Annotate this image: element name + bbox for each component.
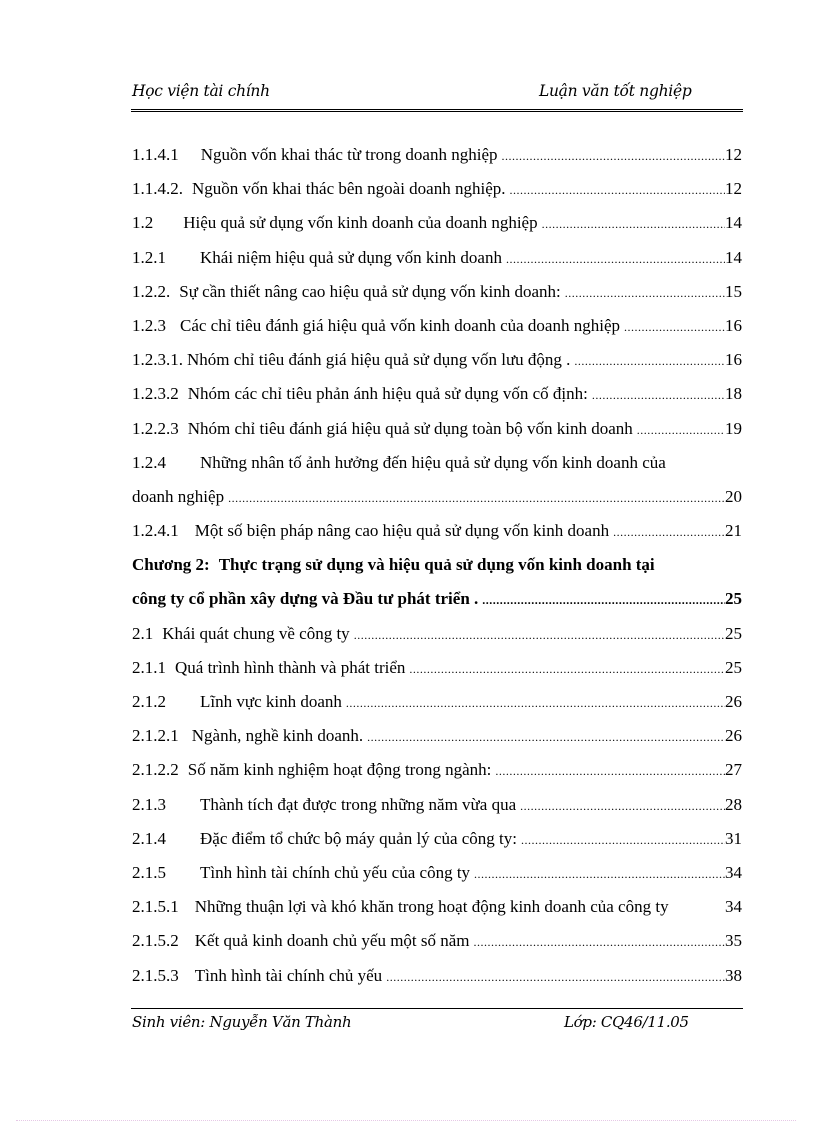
toc-entry-number: 1.2 bbox=[132, 213, 154, 233]
toc-entry-page-number: 16 bbox=[725, 315, 742, 335]
toc-entry-page-number: 15 bbox=[725, 281, 742, 301]
toc-entry-number: 1.2.1 bbox=[132, 247, 166, 267]
toc-entry-number: 2.1.2 bbox=[132, 692, 166, 711]
toc-entry-number: 1.2.2.3 bbox=[132, 418, 179, 438]
toc-dot-leader bbox=[354, 620, 725, 650]
toc-entry-number: 1.2.4.1 bbox=[132, 521, 179, 541]
toc-entry-number: 2.1 bbox=[132, 623, 154, 643]
toc-entry-title: công ty cổ phần xây dựng và Đầu tư phát triển . bbox=[132, 589, 479, 609]
toc-entry-title: Số năm kinh nghiệm hoạt động trong ngành: bbox=[187, 760, 492, 780]
toc-entry-number: 1.1.4.1 bbox=[132, 145, 179, 164]
toc-dot-leader bbox=[482, 585, 725, 615]
toc-entry[interactable] bbox=[132, 414, 742, 448]
toc-entry-title: Quá trình hình thành và phát triển bbox=[175, 657, 406, 677]
header-document-type: Luận văn tốt nghiệp bbox=[539, 82, 692, 100]
toc-entry-page-number: 19 bbox=[725, 418, 742, 438]
toc-entry-title: Nhóm chỉ tiêu đánh giá hiệu quả sử dụng toàn bộ vốn kinh doanh bbox=[187, 418, 633, 438]
toc-dot-leader bbox=[228, 483, 725, 513]
toc-entry-title: Những thuận lợi và khó khăn trong hoạt động kinh doanh của công ty bbox=[194, 897, 669, 917]
toc-dot-leader bbox=[565, 278, 725, 308]
toc-dot-leader bbox=[506, 244, 725, 274]
toc-entry[interactable] bbox=[132, 858, 742, 892]
toc-entry[interactable] bbox=[132, 892, 742, 926]
toc-entry-page-number: 20 bbox=[725, 486, 742, 506]
toc-entry-number: 2.1.3 bbox=[132, 794, 166, 814]
toc-dot-leader bbox=[521, 825, 725, 855]
toc-entry-page-number: 14 bbox=[725, 213, 742, 233]
toc-entry-page-number: 34 bbox=[725, 897, 742, 917]
toc-dot-leader bbox=[386, 962, 725, 992]
toc-entry[interactable] bbox=[132, 277, 742, 311]
toc-dot-leader bbox=[367, 722, 725, 752]
toc-entry[interactable] bbox=[132, 653, 742, 687]
toc-entry-page-number: 21 bbox=[725, 521, 742, 541]
toc-entry-number: 1.1.4.2. bbox=[132, 179, 183, 199]
toc-entry-title: Một số biện pháp nâng cao hiệu quả sử dụng vốn kinh doanh bbox=[194, 521, 610, 541]
toc-entry[interactable] bbox=[132, 140, 742, 174]
toc-entry[interactable] bbox=[132, 345, 742, 379]
toc-entry-page-number: 38 bbox=[725, 965, 742, 985]
toc-entry-title: Nguồn vốn khai thác bên ngoài doanh nghiệp. bbox=[192, 179, 506, 199]
toc-entry-title: Kết quả kinh doanh chủ yếu một số năm bbox=[194, 931, 470, 951]
toc-entry-page-number: 14 bbox=[725, 247, 742, 267]
header-institution: Học viện tài chính bbox=[132, 82, 270, 100]
toc-entry-number: Chương 2: bbox=[132, 555, 210, 575]
toc-entry-title: Nhóm chỉ tiêu đánh giá hiệu quả sử dụng vốn lưu động . bbox=[187, 350, 571, 370]
toc-entry[interactable] bbox=[132, 584, 742, 618]
footer-student: Sinh viên: Nguyễn Văn Thành bbox=[132, 1013, 352, 1031]
toc-dot-leader bbox=[474, 859, 725, 889]
toc-entry-page-number: 34 bbox=[725, 862, 742, 882]
toc-entry[interactable] bbox=[132, 379, 742, 413]
toc-dot-leader bbox=[592, 380, 725, 410]
toc-entry-title: doanh nghiệp bbox=[132, 486, 225, 506]
toc-dot-leader bbox=[510, 175, 726, 205]
footer-rule bbox=[131, 1008, 743, 1009]
toc-dot-leader bbox=[346, 688, 725, 718]
toc-dot-leader bbox=[624, 312, 725, 342]
toc-entry-page-number: 12 bbox=[725, 179, 742, 199]
toc-dot-leader bbox=[520, 791, 725, 821]
toc-entry-number: 2.1.5.2 bbox=[132, 931, 179, 951]
toc-entry-page-number: 35 bbox=[725, 931, 742, 951]
toc-entry-title: Các chỉ tiêu đánh giá hiệu quả vốn kinh doanh của doanh nghiệp bbox=[180, 315, 620, 335]
toc-entry[interactable] bbox=[132, 174, 742, 208]
toc-entry-title: Đặc điểm tổ chức bộ máy quản lý của công ty: bbox=[200, 828, 518, 848]
toc-entry-number: 2.1.5 bbox=[132, 862, 166, 882]
toc-entry-title: Tình hình tài chính chủ yếu bbox=[194, 965, 383, 985]
footer-class: Lớp: CQ46/11.05 bbox=[564, 1013, 689, 1031]
toc-entry[interactable] bbox=[132, 824, 742, 858]
toc-entry[interactable] bbox=[132, 208, 742, 242]
toc-dot-leader bbox=[502, 141, 726, 171]
toc-entry[interactable] bbox=[132, 619, 742, 653]
toc-entry-title: Những nhân tố ảnh hưởng đến hiệu quả sử dụng vốn kinh doanh của bbox=[200, 452, 666, 472]
toc-entry-number: 2.1.5.3 bbox=[132, 965, 179, 985]
toc-entry-title: Nhóm các chỉ tiêu phản ánh hiệu quả sử dụng vốn cố định: bbox=[187, 384, 588, 404]
toc-entry-page-number: 25 bbox=[725, 623, 742, 643]
page-header bbox=[131, 82, 743, 112]
toc-entry-number: 2.1.2.2 bbox=[132, 760, 179, 780]
toc-entry-page-number: 25 bbox=[725, 589, 742, 609]
toc-entry-title: Hiệu quả sử dụng vốn kinh doanh của doanh nghiệp bbox=[183, 213, 538, 233]
toc-entry[interactable] bbox=[132, 482, 742, 516]
toc-dot-leader bbox=[409, 654, 725, 684]
toc-entry-page-number: 31 bbox=[725, 828, 742, 848]
toc-entry-title: Khái quát chung về công ty bbox=[162, 623, 350, 643]
toc-entry-page-number: 25 bbox=[725, 657, 742, 677]
toc-entry-number: 2.1.1 bbox=[132, 657, 166, 677]
header-rule bbox=[131, 109, 743, 112]
toc-entry-number: 1.2.3.1. bbox=[132, 350, 183, 370]
toc-dot-leader bbox=[495, 756, 725, 786]
toc-entry-number: 1.2.2. bbox=[132, 281, 171, 301]
toc-entry-number: 2.1.5.1 bbox=[132, 897, 179, 917]
toc-entry-title: Lĩnh vực kinh doanh bbox=[200, 692, 342, 711]
toc-entry[interactable] bbox=[132, 926, 742, 960]
toc-entry-page-number: 12 bbox=[725, 145, 742, 164]
toc-entry-page-number: 26 bbox=[725, 726, 742, 746]
page-edge-divider bbox=[16, 1120, 796, 1121]
toc-entry[interactable] bbox=[132, 516, 742, 550]
toc-entry-page-number: 28 bbox=[725, 794, 742, 814]
toc-entry-title: Thực trạng sử dụng và hiệu quả sử dụng vốn kinh doanh tại bbox=[218, 555, 655, 575]
toc-entry[interactable] bbox=[132, 448, 742, 482]
toc-entry[interactable] bbox=[132, 687, 742, 721]
toc-entry[interactable] bbox=[132, 550, 742, 584]
page-footer bbox=[131, 1013, 743, 1037]
toc-entry-page-number: 16 bbox=[725, 350, 742, 370]
toc-entry-page-number: 18 bbox=[725, 384, 742, 404]
toc-dot-leader bbox=[637, 415, 725, 445]
toc-entry-title: Khái niệm hiệu quả sử dụng vốn kinh doanh bbox=[200, 247, 502, 267]
toc-entry-page-number: 27 bbox=[725, 760, 742, 780]
toc-dot-leader bbox=[574, 346, 725, 376]
toc-entry-title: Sự cần thiết nâng cao hiệu quả sử dụng vốn kinh doanh: bbox=[179, 281, 561, 301]
toc-dot-leader bbox=[474, 927, 725, 957]
toc-entry[interactable] bbox=[132, 961, 742, 995]
toc-dot-leader bbox=[613, 517, 725, 547]
toc-entry[interactable] bbox=[132, 243, 742, 277]
toc-entry-number: 2.1.2.1 bbox=[132, 726, 179, 746]
table-of-contents bbox=[132, 140, 742, 995]
toc-entry[interactable] bbox=[132, 790, 742, 824]
toc-entry[interactable] bbox=[132, 721, 742, 755]
toc-entry-number: 1.2.3.2 bbox=[132, 384, 179, 404]
toc-entry-title: Tình hình tài chính chủ yếu của công ty bbox=[200, 862, 471, 882]
toc-entry-page-number: 26 bbox=[725, 692, 742, 711]
toc-entry-number: 2.1.4 bbox=[132, 828, 166, 848]
toc-entry-title: Nguồn vốn khai thác từ trong doanh nghiệp bbox=[200, 145, 498, 164]
toc-entry[interactable] bbox=[132, 755, 742, 789]
toc-dot-leader bbox=[542, 209, 725, 239]
toc-entry-number: 1.2.3 bbox=[132, 315, 166, 335]
toc-entry[interactable] bbox=[132, 311, 742, 345]
toc-entry-number: 1.2.4 bbox=[132, 452, 166, 472]
toc-entry-title: Ngành, nghề kinh doanh. bbox=[191, 726, 364, 746]
toc-entry-title: Thành tích đạt được trong những năm vừa qua bbox=[200, 794, 517, 814]
